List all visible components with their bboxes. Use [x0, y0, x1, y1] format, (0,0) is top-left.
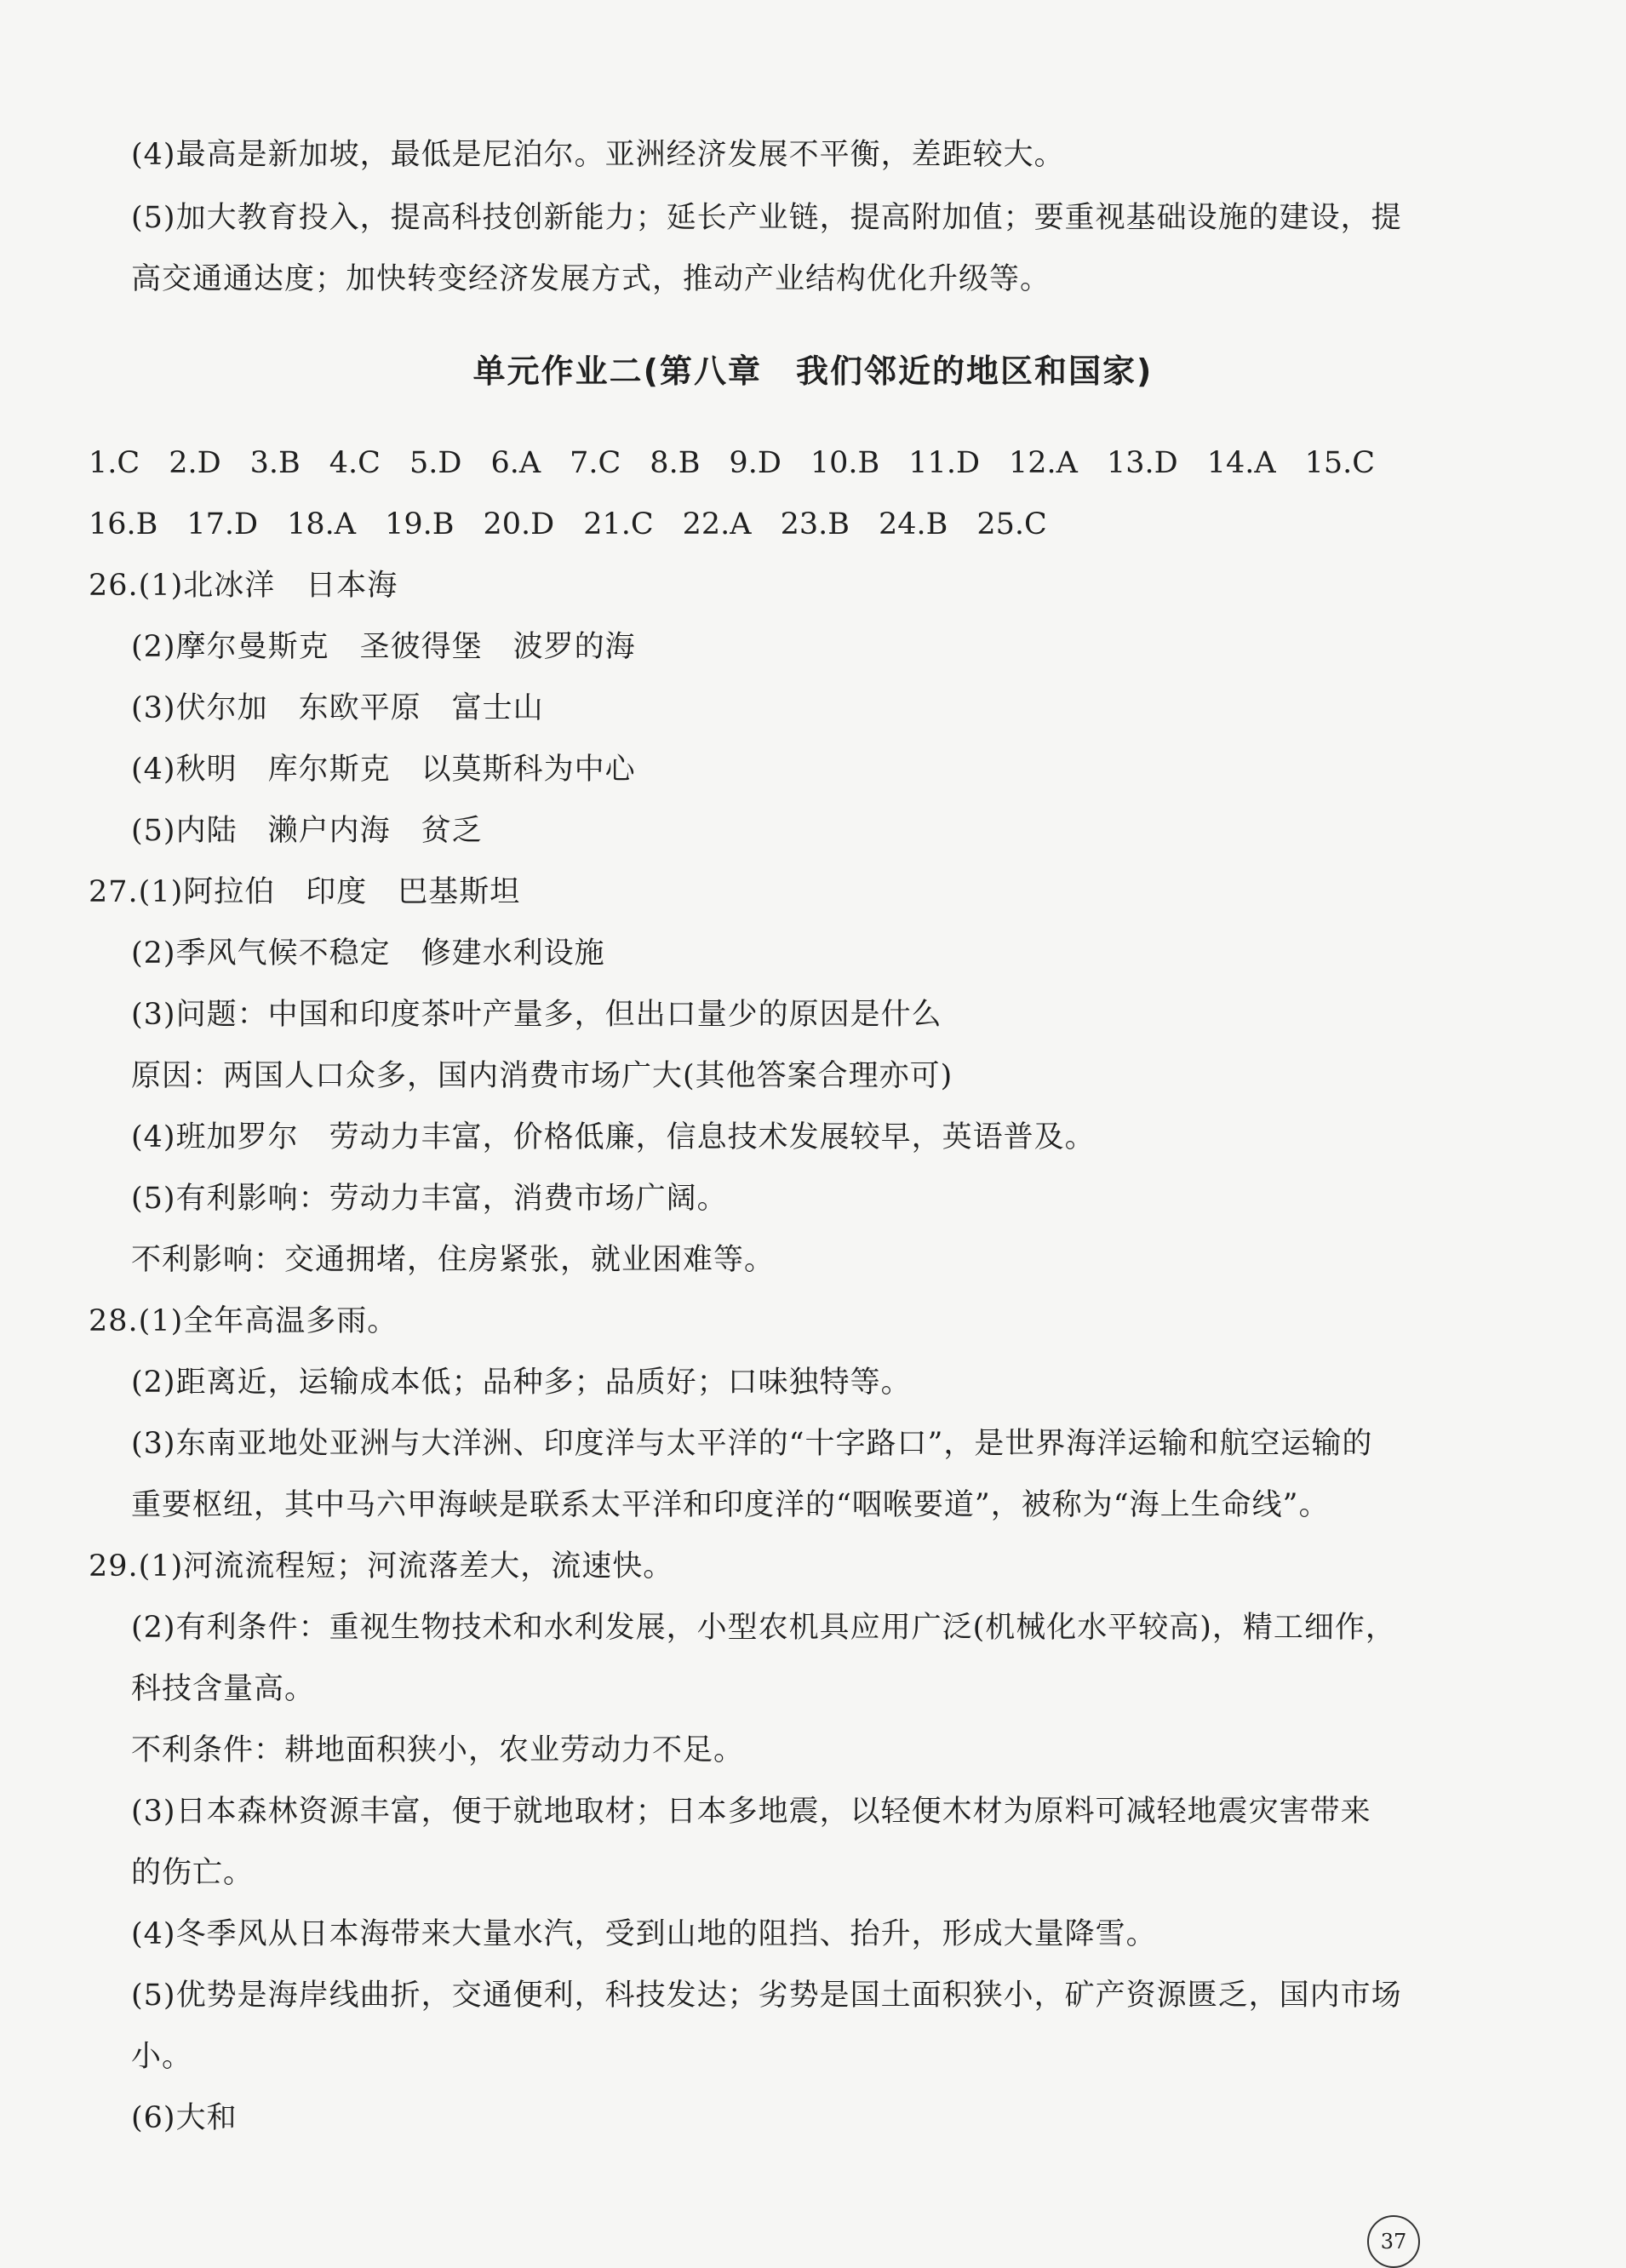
- q27-part1: 27.(1)阿拉伯 印度 巴基斯坦: [89, 875, 521, 909]
- answer-item: 18.A: [287, 507, 357, 541]
- answer-item: 13.D: [1106, 446, 1178, 480]
- q26-part1: 26.(1)北冰洋 日本海: [89, 569, 398, 603]
- answer-item: 11.D: [908, 446, 981, 480]
- q28-part3-line2: 重要枢纽，其中马六甲海峡是联系太平洋和印度洋的“咽喉要道”，被称为“海上生命线”。: [131, 1488, 1330, 1522]
- q27-part3-question: (3)问题：中国和印度茶叶产量多，但出口量少的原因是什么: [131, 998, 942, 1032]
- q28-part3-line1: (3)东南亚地处亚洲与大洋洲、印度洋与太平洋的“十字路口”，是世界海洋运输和航空运输的: [131, 1427, 1373, 1461]
- answer-item: 1.C: [89, 446, 140, 480]
- q27-part3-reason: 原因：两国人口众多，国内消费市场广大(其他答案合理亦可): [131, 1059, 953, 1093]
- q29-part2-disadvantage: 不利条件：耕地面积狭小，农业劳动力不足。: [131, 1733, 745, 1767]
- q29-part2-line2: 科技含量高。: [131, 1672, 316, 1706]
- answer-item: 9.D: [729, 446, 782, 480]
- section-title: 单元作业二(第八章 我们邻近的地区和国家): [472, 352, 1154, 390]
- q29-part2-line1: (2)有利条件：重视生物技术和水利发展，小型农机具应用广泛(机械化水平较高)，精工细作，: [131, 1611, 1396, 1645]
- q29-part6: (6)大和: [131, 2101, 238, 2135]
- answer-item: 5.D: [409, 446, 462, 480]
- answer-item: 8.B: [650, 446, 701, 480]
- q29-part1: 29.(1)河流流程短；河流落差大，流速快。: [89, 1549, 674, 1584]
- q29-part3-line1: (3)日本森林资源丰富，便于就地取材；日本多地震，以轻便木材为原料可减轻地震灾害带来: [131, 1795, 1371, 1829]
- intro-q5-line2: 高交通通达度；加快转变经济发展方式，推动产业结构优化升级等。: [131, 262, 1051, 296]
- answer-item: 3.B: [249, 446, 301, 480]
- q27-part4: (4)班加罗尔 劳动力丰富，价格低廉，信息技术发展较早，英语普及。: [131, 1120, 1096, 1154]
- page-number: 37: [1367, 2215, 1420, 2268]
- answer-item: 12.A: [1009, 446, 1078, 480]
- choice-answers-row1: [89, 444, 1404, 482]
- q27-part5-advantage: (5)有利影响：劳动力丰富，消费市场广阔。: [131, 1182, 728, 1216]
- answer-item: 19.B: [385, 507, 455, 541]
- q29-part4: (4)冬季风从日本海带来大量水汽，受到山地的阻挡、抬升，形成大量降雪。: [131, 1917, 1157, 1951]
- intro-q4: (4)最高是新加坡，最低是尼泊尔。亚洲经济发展不平衡，差距较大。: [131, 138, 1065, 172]
- answer-item: 25.C: [976, 507, 1047, 541]
- answer-item: 15.C: [1304, 446, 1376, 480]
- answer-item: 24.B: [878, 507, 948, 541]
- q27-part2: (2)季风气候不稳定 修建水利设施: [131, 936, 605, 971]
- q26-part5: (5)内陆 濑户内海 贫乏: [131, 814, 483, 848]
- q28-part1: 28.(1)全年高温多雨。: [89, 1304, 398, 1338]
- q26-part3: (3)伏尔加 东欧平原 富士山: [131, 691, 544, 725]
- intro-q5-line1: (5)加大教育投入，提高科技创新能力；延长产业链，提高附加值；要重视基础设施的建设，提: [131, 201, 1402, 235]
- q26-part4: (4)秋明 库尔斯克 以莫斯科为中心: [131, 753, 636, 787]
- q26-part2: (2)摩尔曼斯克 圣彼得堡 波罗的海: [131, 630, 636, 664]
- choice-answers-row2: [89, 506, 1076, 543]
- q29-part3-line2: 的伤亡。: [131, 1856, 255, 1890]
- answer-item: 20.D: [483, 507, 555, 541]
- answer-item: 4.C: [329, 446, 381, 480]
- answer-item: 10.B: [810, 446, 880, 480]
- answer-item: 14.A: [1206, 446, 1276, 480]
- q29-part5-line1: (5)优势是海岸线曲折，交通便利，科技发达；劣势是国土面积狭小，矿产资源匮乏，国内市场: [131, 1979, 1402, 2013]
- answer-item: 17.D: [186, 507, 259, 541]
- answer-item: 22.A: [682, 507, 752, 541]
- answer-item: 23.B: [780, 507, 850, 541]
- answer-item: 6.A: [490, 446, 541, 480]
- q28-part2: (2)距离近，运输成本低；品种多；品质好；口味独特等。: [131, 1366, 912, 1400]
- answer-item: 16.B: [89, 507, 158, 541]
- answer-item: 2.D: [169, 446, 221, 480]
- answer-item: 7.C: [570, 446, 621, 480]
- answer-item: 21.C: [583, 507, 654, 541]
- q29-part5-line2: 小。: [131, 2040, 193, 2074]
- q27-part5-disadvantage: 不利影响：交通拥堵，住房紧张，就业困难等。: [131, 1243, 776, 1277]
